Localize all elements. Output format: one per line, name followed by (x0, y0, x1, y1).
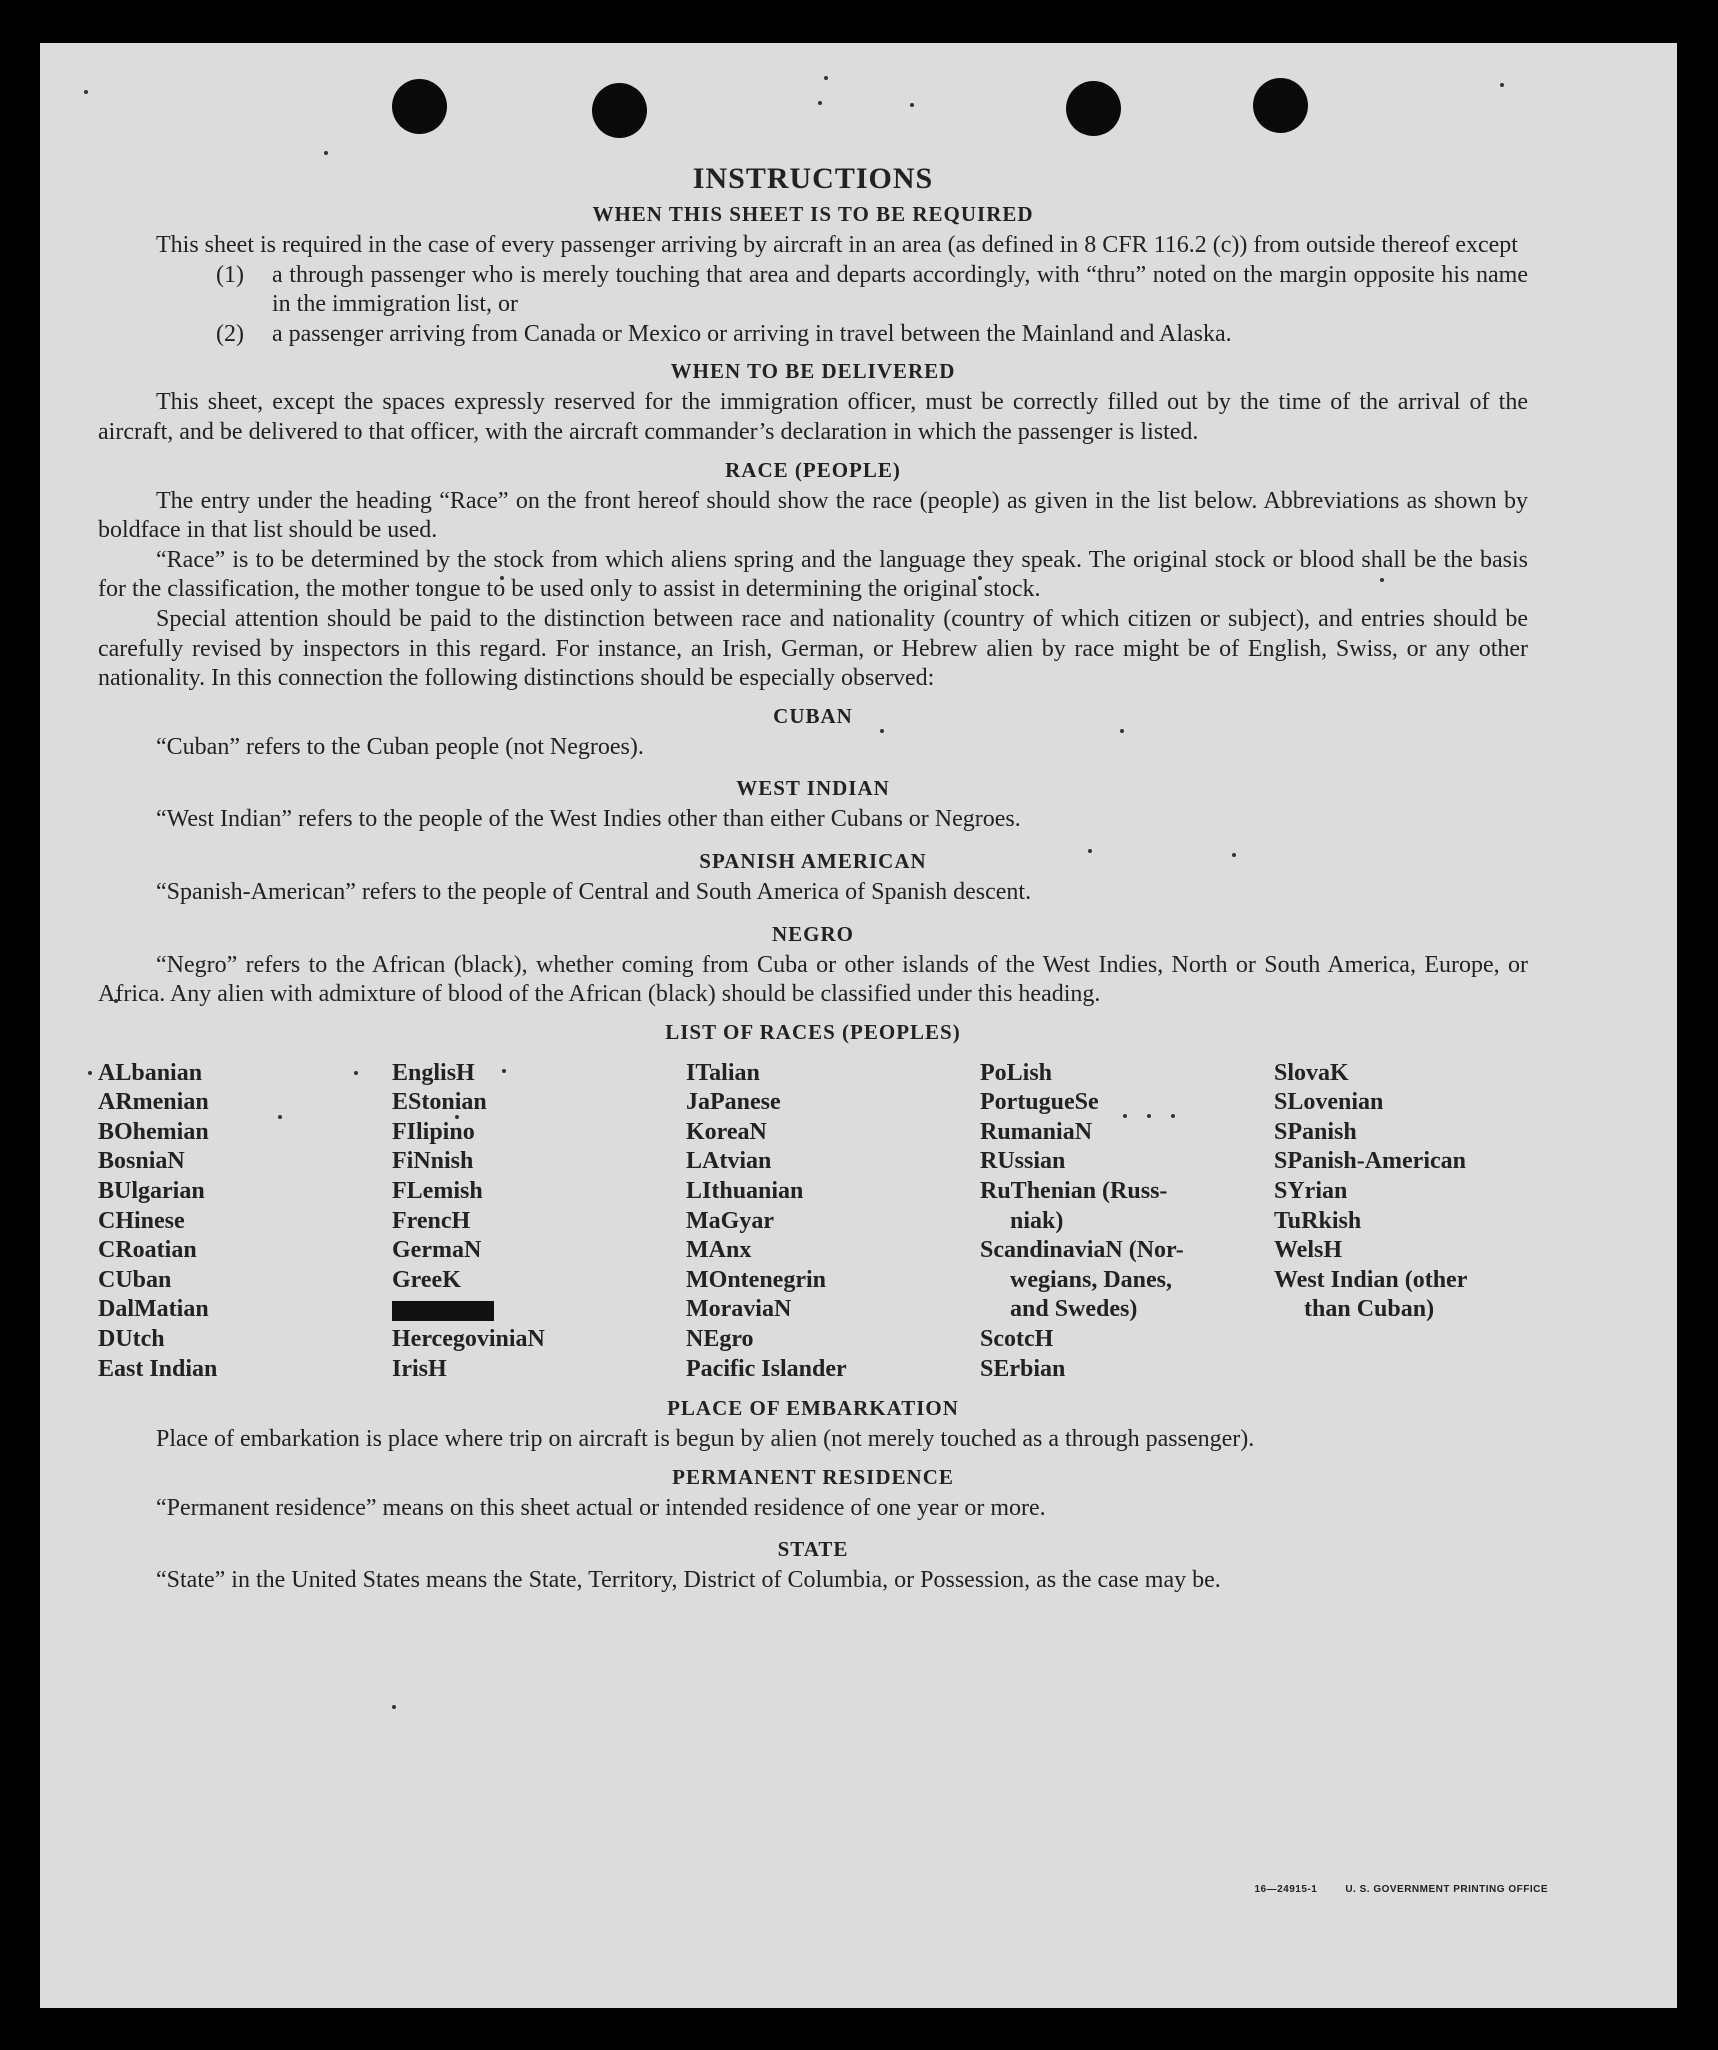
race-entry: BOhemian (98, 1118, 209, 1145)
race-entry: RUssian (980, 1148, 1066, 1175)
embarkation-text: Place of embarkation is place where trip on aircraft is begun by alien (not merely touched as a through passenger). (156, 1426, 1255, 1453)
exception-item (216, 261, 1528, 320)
exception-number: (1) (216, 261, 244, 288)
race-entry: PortugueSe (980, 1089, 1099, 1116)
exception-text: a through passenger who is merely touching that area and departs accordingly, with “thru” noted on the margin opposite his name in the immigration list, or (272, 261, 1528, 318)
race-entry: RumaniaN (980, 1118, 1093, 1145)
printer-imprint (1254, 1884, 1548, 1895)
races-column-4 (980, 1059, 1274, 1385)
race-entry: PoLish (980, 1059, 1053, 1086)
printer-name: U. S. GOVERNMENT PRINTING OFFICE (1345, 1884, 1548, 1895)
punch-hole (392, 79, 447, 134)
spanish-american-text: “Spanish-American” refers to the people of Central and South America of Spanish descent. (156, 878, 1032, 905)
race-entry: ITalian (686, 1059, 760, 1086)
exception-text: a passenger arriving from Canada or Mexico or arriving in travel between the Mainland and Alaska. (272, 320, 1232, 347)
race-entry: JaPanese (686, 1089, 781, 1116)
race-paragraph-3: Special attention should be paid to the distinction between race and nationality (country of which citizen or subject), and entries should be carefully revised by inspectors in this regard. For instance, an Irish, German, or Hebrew alien by race might be of English, Swiss, or any other nationality. In this connection the following distinctions should be especially observed: (98, 605, 1528, 692)
cuban-text: “Cuban” refers to the Cuban people (not Negroes). (156, 733, 644, 760)
race-entry: KoreaN (686, 1118, 767, 1145)
section-heading-required: WHEN THIS SHEET IS TO BE REQUIRED (592, 202, 1034, 226)
section-heading-residence: PERMANENT RESIDENCE (672, 1464, 954, 1489)
residence-text: “Permanent residence” means on this sheet actual or intended residence of one year or more. (156, 1494, 1046, 1521)
race-entry: ALbanian (98, 1059, 203, 1086)
state-text: “State” in the United States means the State, Territory, District of Columbia, or Possession, as the case may be. (156, 1567, 1221, 1594)
race-entry: ARmenian (98, 1089, 209, 1116)
race-entry: RuThenian (Russ- (980, 1178, 1168, 1205)
race-entry: TuRkish (1274, 1207, 1362, 1234)
exception-number: (2) (216, 320, 244, 347)
section-heading-delivered: WHEN TO BE DELIVERED (670, 359, 956, 384)
race-entry: Pacific Islander (686, 1355, 847, 1382)
punch-hole (1066, 81, 1121, 136)
races-column-2 (392, 1059, 686, 1385)
race-entry-continued: than Cuban) (1304, 1296, 1435, 1323)
race-entry: SlovaK (1274, 1059, 1349, 1086)
section-heading-spanish-american: SPANISH AMERICAN (699, 848, 927, 873)
race-entry: GermaN (392, 1237, 482, 1264)
race-entry: WelsH (1274, 1237, 1343, 1264)
race-entry-continued: niak) (1010, 1207, 1064, 1234)
race-entry: DUtch (98, 1326, 165, 1353)
race-entry: BUlgarian (98, 1178, 205, 1205)
race-entry: CHinese (98, 1207, 185, 1234)
race-entry: ScandinaviaN (Nor- (980, 1237, 1184, 1264)
race-entry: MAnx (686, 1237, 752, 1264)
race-entry: IrisH (392, 1355, 447, 1382)
race-entry: SLovenian (1274, 1089, 1384, 1116)
race-entry: FIlipino (392, 1118, 475, 1145)
race-entry: SPanish (1274, 1118, 1357, 1145)
required-intro: This sheet is required in the case of every passenger arriving by aircraft in an area (as defined in 8 CFR 116.2 (c)) from outside thereof except (156, 232, 1518, 258)
punch-hole (592, 83, 647, 138)
races-column-3 (686, 1059, 980, 1385)
punch-hole (1253, 78, 1308, 133)
form-number: 16—24915-1 (1254, 1884, 1318, 1895)
redaction-mark (392, 1301, 494, 1321)
delivered-text: This sheet, except the spaces expressly reserved for the immigration officer, must be correctly filled out by the time of the arrival of the aircraft, and be delivered to that officer, with the aircraft commander’s declaration in which the passenger is listed. (98, 389, 1528, 445)
race-paragraph-2: “Race” is to be determined by the stock from which aliens spring and the language they speak. The original stock or blood shall be the basis for the classification, the mother tongue to be used only to assist in determining the original stock. (98, 546, 1528, 603)
race-entry-continued: and Swedes) (1010, 1296, 1138, 1323)
race-entry: DalMatian (98, 1296, 209, 1323)
race-entry: NEgro (686, 1326, 754, 1353)
section-heading-cuban: CUBAN (773, 703, 853, 728)
race-entry: MOntenegrin (686, 1266, 826, 1293)
race-entry: MoraviaN (686, 1296, 792, 1323)
redacted-entry (392, 1295, 686, 1325)
section-heading-negro: NEGRO (771, 921, 854, 946)
race-entry: FrencH (392, 1207, 471, 1234)
exception-item (216, 320, 1528, 350)
page-title: INSTRUCTIONS (692, 162, 934, 195)
race-entry: CRoatian (98, 1237, 197, 1264)
race-entry: FLemish (392, 1178, 483, 1205)
race-entry-continued: wegians, Danes, (1010, 1266, 1173, 1293)
races-column-5 (1274, 1059, 1568, 1385)
race-paragraph-1: The entry under the heading “Race” on the front hereof should show the race (people) as given in the list below. Abbreviations as shown by boldface in that list should be used. (98, 487, 1528, 544)
race-entry: EnglisH (392, 1059, 475, 1086)
section-heading-west-indian: WEST INDIAN (736, 776, 890, 801)
races-column-1 (98, 1059, 392, 1385)
section-heading-embarkation: PLACE OF EMBARKATION (667, 1396, 959, 1421)
race-entry: ScotcH (980, 1326, 1054, 1353)
section-heading-state: STATE (777, 1537, 849, 1562)
race-entry: FiNnish (392, 1148, 474, 1175)
race-entry: EStonian (392, 1089, 487, 1116)
race-entry: SYrian (1274, 1178, 1348, 1205)
race-entry: LAtvian (686, 1148, 772, 1175)
instructions-content (98, 162, 1528, 1596)
race-entry: HercegoviniaN (392, 1326, 545, 1353)
section-heading-list-of-races: LIST OF RACES (PEOPLES) (665, 1019, 961, 1044)
race-entry: MaGyar (686, 1207, 774, 1234)
race-entry: GreeK (392, 1266, 461, 1293)
race-entry: CUban (98, 1266, 172, 1293)
race-entry: BosniaN (98, 1148, 185, 1175)
races-list (98, 1059, 1528, 1385)
race-entry: LIthuanian (686, 1178, 804, 1205)
race-entry: SPanish-American (1274, 1148, 1466, 1175)
section-heading-race: RACE (PEOPLE) (725, 457, 901, 482)
west-indian-text: “West Indian” refers to the people of the West Indies other than either Cubans or Negroes. (156, 806, 1021, 833)
negro-text: “Negro” refers to the African (black), whether coming from Cuba or other islands of the West Indies, North or South America, Europe, or Africa. Any alien with admixture of blood of the African (black) should be classified under this heading. (98, 951, 1528, 1008)
race-entry: East Indian (98, 1355, 218, 1382)
race-entry: West Indian (other (1274, 1266, 1468, 1293)
race-entry: SErbian (980, 1355, 1066, 1382)
